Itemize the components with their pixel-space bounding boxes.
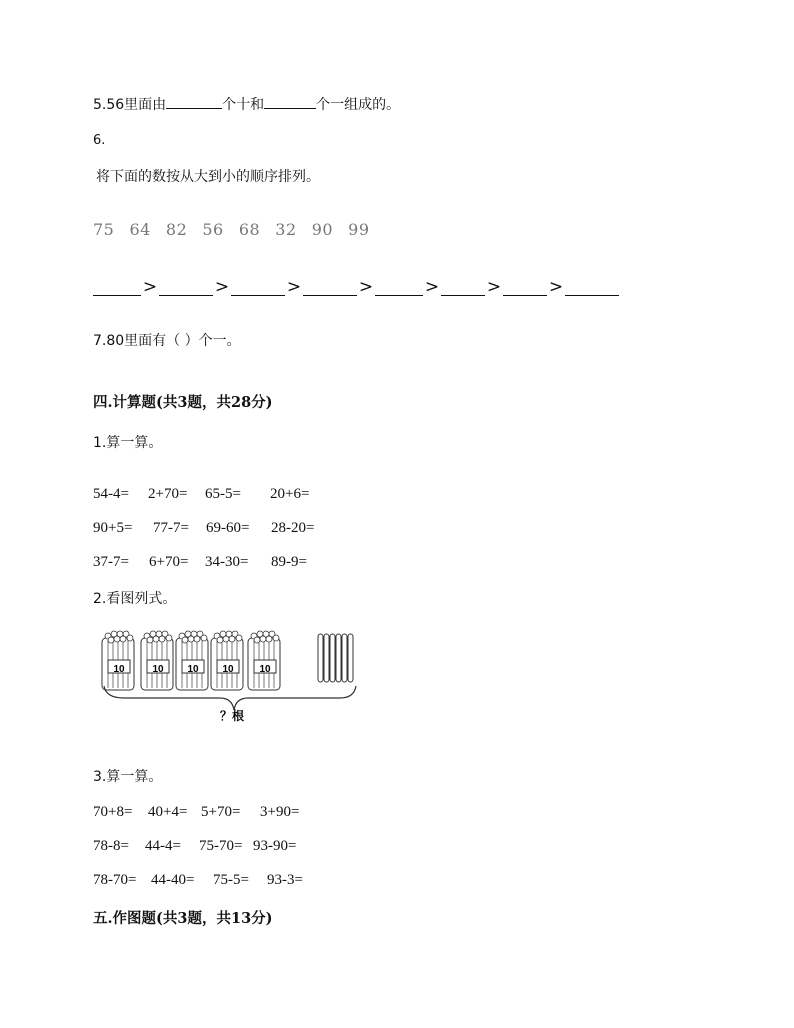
question-label: ？根 xyxy=(219,709,245,723)
greater-than-sign: > xyxy=(486,277,502,297)
calc-item: 93-3= xyxy=(267,872,303,888)
single-stick xyxy=(342,634,347,682)
greater-than-sign: > xyxy=(286,277,302,297)
number-item: 90 xyxy=(311,220,334,239)
single-stick xyxy=(330,634,335,682)
ten-stick-bundle xyxy=(141,631,173,690)
calc-row xyxy=(93,838,296,855)
calc-item: 78-70= xyxy=(93,872,137,888)
order-blank-8[interactable] xyxy=(565,279,619,296)
single-stick xyxy=(324,634,329,682)
number-item: 56 xyxy=(202,220,224,239)
calc-item: 70+8= xyxy=(93,804,133,820)
order-blank-4[interactable] xyxy=(303,279,357,296)
calc-item: 69-60= xyxy=(206,520,250,536)
bundle-label: 10 xyxy=(259,664,271,675)
s4-q2-title: 2.看图列式。 xyxy=(93,591,177,607)
calc-item: 3+90= xyxy=(260,804,300,820)
ordering-blanks xyxy=(93,277,619,296)
calc-item: 34-30= xyxy=(205,554,249,570)
number-item: 32 xyxy=(275,220,297,239)
calc-row xyxy=(93,520,314,537)
calc-item: 44-40= xyxy=(151,872,195,888)
ten-stick-bundle xyxy=(248,631,280,690)
question-6-instruction: 将下面的数按从大到小的顺序排列。 xyxy=(96,169,320,185)
order-blank-7[interactable] xyxy=(503,279,547,296)
order-blank-5[interactable] xyxy=(375,279,423,296)
calc-item: 54-4= xyxy=(93,486,129,502)
calc-item: 20+6= xyxy=(270,486,310,502)
q5-suffix: 个一组成的。 xyxy=(316,97,401,113)
sticks-figure xyxy=(100,620,370,734)
number-item: 82 xyxy=(165,220,188,239)
calc-item: 78-8= xyxy=(93,838,129,854)
calc-item: 65-5= xyxy=(205,486,241,502)
ten-stick-bundle xyxy=(211,631,243,690)
number-item: 99 xyxy=(348,220,370,239)
calc-row xyxy=(93,804,299,821)
calc-item: 6+70= xyxy=(149,554,189,570)
single-sticks xyxy=(318,634,353,682)
q5-mid: 个十和 xyxy=(222,97,265,113)
bundle-label: 10 xyxy=(152,664,164,675)
s4-q3-title: 3.算一算。 xyxy=(93,769,163,785)
calc-item: 37-7= xyxy=(93,554,129,570)
greater-than-sign: > xyxy=(358,277,374,297)
number-list xyxy=(93,220,380,239)
single-stick xyxy=(318,634,323,682)
ten-stick-bundle xyxy=(102,631,134,690)
section-4-title: 四.计算题(共3题，共28分) xyxy=(93,394,273,411)
order-blank-2[interactable] xyxy=(159,279,213,296)
calc-item: 44-4= xyxy=(145,838,181,854)
calc-item: 75-5= xyxy=(213,872,249,888)
sticks-illustration xyxy=(100,620,370,730)
s4-q1-title: 1.算一算。 xyxy=(93,435,163,451)
greater-than-sign: > xyxy=(424,277,440,297)
order-blank-1[interactable] xyxy=(93,279,141,296)
question-5 xyxy=(93,94,400,114)
order-blank-6[interactable] xyxy=(441,279,485,296)
number-item: 75 xyxy=(93,220,115,239)
number-item: 64 xyxy=(129,220,151,239)
calc-item: 5+70= xyxy=(201,804,241,820)
bundle-label: 10 xyxy=(113,664,125,675)
single-stick xyxy=(336,634,341,682)
order-blank-3[interactable] xyxy=(231,279,285,296)
bundle-label: 10 xyxy=(222,664,234,675)
question-6-number: 6. xyxy=(93,133,106,148)
calc-item: 77-7= xyxy=(153,520,189,536)
single-stick xyxy=(348,634,353,682)
q5-prefix: 5.56里面由 xyxy=(93,97,167,113)
bundle-label: 10 xyxy=(187,664,199,675)
calc-item: 90+5= xyxy=(93,520,133,536)
calc-item: 93-90= xyxy=(253,838,297,854)
calc-row xyxy=(93,554,307,571)
calc-item: 75-70= xyxy=(199,838,243,854)
question-7: 7.80里面有（ ）个一。 xyxy=(93,333,241,349)
calc-item: 89-9= xyxy=(271,554,307,570)
q5-blank-ones[interactable] xyxy=(264,94,316,109)
q5-blank-tens[interactable] xyxy=(166,94,222,109)
ten-stick-bundle xyxy=(176,631,208,690)
calc-item: 28-20= xyxy=(271,520,315,536)
calc-item: 40+4= xyxy=(148,804,188,820)
number-item: 68 xyxy=(238,220,261,239)
calc-row xyxy=(93,872,303,889)
calc-row xyxy=(93,486,309,503)
calc-item: 2+70= xyxy=(148,486,188,502)
greater-than-sign: > xyxy=(214,277,230,297)
greater-than-sign: > xyxy=(548,277,564,297)
greater-than-sign: > xyxy=(142,277,158,297)
section-5-title: 五.作图题(共3题，共13分) xyxy=(93,910,273,927)
